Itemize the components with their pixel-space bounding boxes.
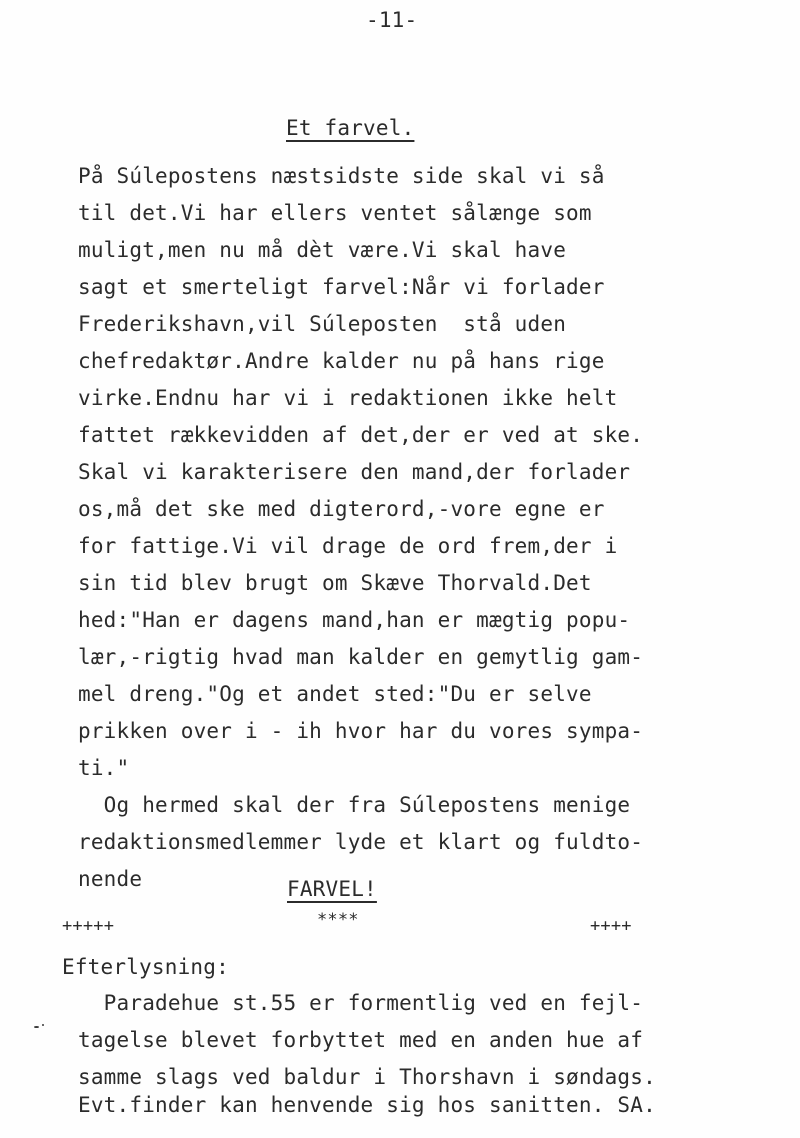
- separator-left: +++++: [62, 916, 115, 936]
- article-line: sagt et smerteligt farvel:Når vi forlader: [78, 275, 605, 299]
- article-line: Frederikshavn,vil Súleposten stå uden: [78, 312, 567, 336]
- separator-right: ++++: [590, 916, 632, 936]
- separator-center: ****: [317, 910, 359, 930]
- article-line: prikken over i - ih hvor har du vores sympa-: [78, 719, 644, 743]
- notice-line: Paradehue st.55 er formentlig ved en fejl-: [78, 991, 644, 1015]
- notice-line: samme slags ved baldur i Thorshavn i søndags.: [78, 1065, 656, 1089]
- article-line: fattet rækkevidden af det,der er ved at ske.: [78, 423, 644, 447]
- notice-heading: Efterlysning:: [62, 955, 229, 979]
- notice-line: Evt.finder kan henvende sig hos sanitten. SA.: [78, 1093, 656, 1117]
- article-title: Et farvel.: [286, 116, 415, 140]
- article-line: virke.Endnu har vi i redaktionen ikke helt: [78, 386, 618, 410]
- article-line: ti.": [78, 756, 130, 780]
- article-line: os,må det ske med digterord,-vore egne er: [78, 497, 605, 521]
- article-line: hed:"Han er dagens mand,han er mægtig popu-: [78, 608, 631, 632]
- article-line: for fattige.Vi vil drage de ord frem,der i: [78, 534, 618, 558]
- ink-speck: [34, 1026, 39, 1028]
- page-number: -11-: [366, 8, 418, 32]
- notice-line: tagelse blevet forbyttet med en anden hue af: [78, 1028, 644, 1052]
- article-line: På Súlepostens næstsidste side skal vi så: [78, 164, 605, 188]
- article-line: lær,-rigtig hvad man kalder en gemytlig gam-: [78, 645, 644, 669]
- article-line: Og hermed skal der fra Súlepostens menige: [78, 793, 631, 817]
- article-line: Skal vi karakterisere den mand,der forlader: [78, 460, 631, 484]
- farewell-heading: FARVEL!: [287, 877, 377, 901]
- article-line: redaktionsmedlemmer lyde et klart og fuldto-: [78, 830, 644, 854]
- article-line: chefredaktør.Andre kalder nu på hans rige: [78, 349, 605, 373]
- article-line: til det.Vi har ellers ventet sålænge som: [78, 201, 592, 225]
- article-line: mel dreng."Og et andet sted:"Du er selve: [78, 682, 592, 706]
- ink-speck: [42, 1024, 44, 1026]
- article-line: muligt,men nu må dèt være.Vi skal have: [78, 238, 567, 262]
- article-line: nende: [78, 867, 143, 891]
- article-line: sin tid blev brugt om Skæve Thorvald.Det: [78, 571, 592, 595]
